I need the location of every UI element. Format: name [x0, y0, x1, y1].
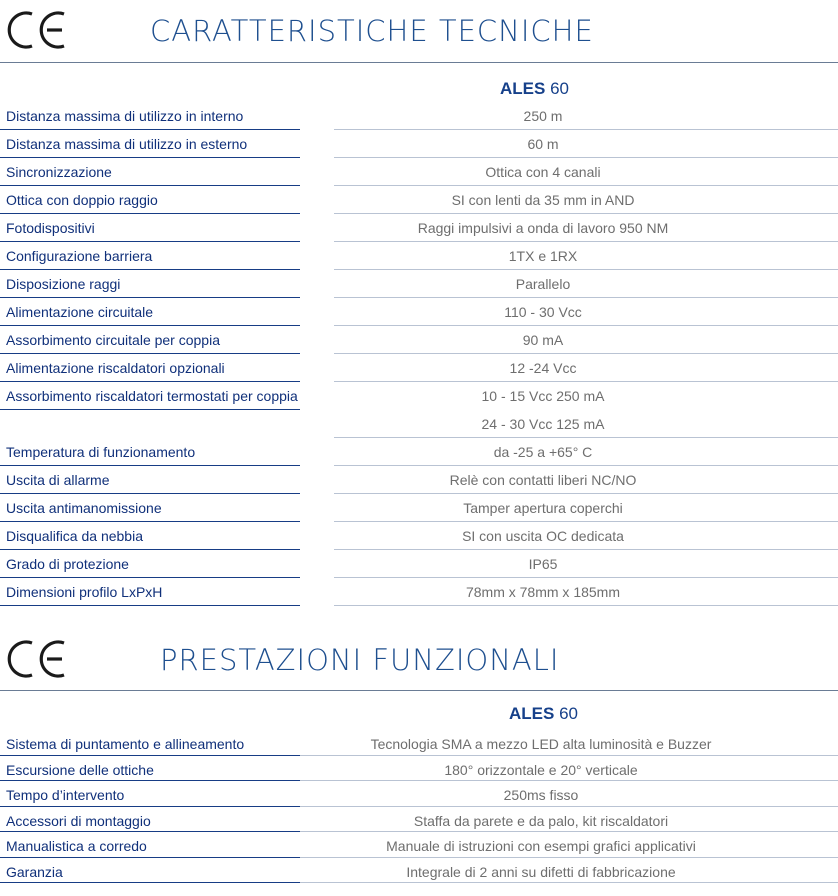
row-value: IP65 — [528, 556, 558, 572]
value-rule — [334, 241, 838, 242]
product-model: 60 — [559, 704, 578, 723]
label-rule — [0, 831, 300, 832]
row-value: 60 m — [527, 136, 559, 152]
label-rule — [0, 605, 300, 606]
value-rule — [300, 857, 838, 858]
row-label: Garanzia — [6, 863, 63, 880]
row-label: Disposizione raggi — [6, 276, 121, 292]
label-rule — [0, 241, 300, 242]
table-row — [0, 862, 838, 888]
row-value: Raggi impulsivi a onda di lavoro 950 NM — [417, 220, 669, 236]
label-rule — [0, 297, 300, 298]
row-label: Escursione delle ottiche — [6, 761, 154, 778]
value-rule — [300, 882, 838, 883]
label-rule — [0, 549, 300, 550]
label-rule — [0, 185, 300, 186]
table-row — [0, 162, 838, 190]
label-rule — [0, 521, 300, 522]
table-row — [0, 526, 838, 554]
row-value: 250 m — [523, 108, 563, 124]
section-title: CARATTERISTICHE TECNICHE — [150, 14, 594, 48]
row-value: Integrale di 2 anni su difetti di fabbricazione — [406, 863, 676, 880]
row-label: Uscita di allarme — [6, 472, 110, 488]
row-value: Tecnologia SMA a mezzo LED alta luminosità e Buzzer — [370, 736, 712, 752]
title-divider — [0, 690, 838, 691]
row-label: Assorbimento circuitale per coppia — [6, 332, 220, 348]
row-label: Temperatura di funzionamento — [6, 444, 196, 460]
value-rule — [334, 465, 838, 466]
row-label: Tempo d’intervento — [6, 787, 125, 803]
table-row — [0, 734, 838, 760]
value-rule — [334, 353, 838, 354]
table-row — [0, 190, 838, 218]
label-rule — [0, 409, 300, 410]
table-row — [0, 498, 838, 526]
product-header — [500, 79, 569, 99]
label-rule — [0, 755, 300, 756]
value-rule — [300, 755, 838, 756]
product-header — [509, 704, 578, 724]
table-row — [0, 134, 838, 162]
label-rule — [0, 857, 300, 858]
value-rule — [334, 213, 838, 214]
row-label: Accessori di montaggio — [6, 812, 151, 829]
label-rule — [0, 157, 300, 158]
value-rule — [334, 437, 838, 438]
row-value: 110 - 30 Vcc — [504, 304, 582, 320]
ce-mark-icon — [4, 8, 70, 52]
table-row — [0, 582, 838, 610]
table-row — [0, 330, 838, 358]
row-label: Fotodispositivi — [6, 220, 95, 236]
table-row — [0, 274, 838, 302]
row-label: Alimentazione circuitale — [6, 304, 154, 320]
value-rule — [334, 493, 838, 494]
row-label: Distanza massima di utilizzo in interno — [6, 108, 244, 124]
table-row — [0, 218, 838, 246]
row-value: 10 - 15 Vcc 250 mA — [481, 388, 605, 404]
value-rule — [334, 577, 838, 578]
row-value: 1TX e 1RX — [508, 248, 578, 264]
product-name: ALES — [509, 704, 555, 723]
row-label: Assorbimento riscaldatori termostati per coppia — [6, 388, 298, 404]
label-rule — [0, 493, 300, 494]
value-rule — [300, 831, 838, 832]
row-label: Grado di protezione — [6, 556, 129, 572]
row-value: Tamper apertura coperchi — [463, 500, 623, 516]
value-rule — [334, 605, 838, 606]
table-row — [0, 442, 838, 470]
ce-mark-icon — [4, 637, 70, 681]
label-rule — [0, 577, 300, 578]
value-rule — [334, 269, 838, 270]
functional-performance-section — [0, 610, 838, 896]
label-rule — [0, 269, 300, 270]
value-rule — [334, 549, 838, 550]
label-rule — [0, 353, 300, 354]
table-row — [0, 785, 838, 811]
row-value: Staffa da parete e da palo, kit riscaldatori — [413, 812, 669, 829]
row-value: Relè con contatti liberi NC/NO — [449, 472, 637, 488]
row-value: Manuale di istruzioni con esempi grafici applicativi — [386, 838, 696, 854]
product-model: 60 — [550, 79, 569, 98]
value-rule — [300, 780, 838, 781]
row-value: 180° orizzontale e 20° verticale — [444, 761, 638, 778]
row-value: 12 -24 Vcc — [509, 360, 577, 376]
row-value: Parallelo — [515, 276, 571, 292]
value-rule — [334, 129, 838, 130]
row-label: Dimensioni profilo LxPxH — [6, 584, 163, 600]
row-label: Uscita antimanomissione — [6, 500, 162, 516]
label-rule — [0, 381, 300, 382]
row-value: SI con lenti da 35 mm in AND — [451, 192, 635, 208]
table-row — [0, 836, 838, 862]
label-rule — [0, 780, 300, 781]
label-rule — [0, 465, 300, 466]
row-label: Manualistica a corredo — [6, 838, 147, 854]
value-rule — [300, 806, 838, 807]
label-rule — [0, 882, 300, 883]
section-title: PRESTAZIONI FUNZIONALI — [160, 643, 560, 677]
label-rule — [0, 325, 300, 326]
row-label: Distanza massima di utilizzo in esterno — [6, 136, 248, 152]
row-value: Ottica con 4 canali — [485, 164, 601, 180]
row-label: Configurazione barriera — [6, 248, 153, 264]
table-row — [0, 470, 838, 498]
label-rule — [0, 213, 300, 214]
value-rule — [334, 157, 838, 158]
value-rule — [334, 297, 838, 298]
row-value: 78mm x 78mm x 185mm — [465, 584, 621, 600]
table-row — [0, 358, 838, 386]
table-row — [0, 760, 838, 786]
label-rule — [0, 129, 300, 130]
row-value: SI con uscita OC dedicata — [462, 528, 624, 544]
label-rule — [0, 806, 300, 807]
table-row — [0, 386, 838, 414]
row-value: 24 - 30 Vcc 125 mA — [481, 416, 605, 432]
row-value: da -25 a +65° C — [493, 444, 593, 460]
row-label: Disqualifica da nebbia — [6, 528, 143, 544]
table-row — [0, 246, 838, 274]
value-rule — [334, 381, 838, 382]
row-value: 90 mA — [522, 332, 564, 348]
product-name: ALES — [500, 79, 546, 98]
value-rule — [334, 325, 838, 326]
table-row — [0, 811, 838, 837]
row-label: Alimentazione riscaldatori opzionali — [6, 360, 225, 376]
table-row — [0, 414, 838, 442]
table-row — [0, 554, 838, 582]
table-row — [0, 106, 838, 134]
value-rule — [334, 185, 838, 186]
row-value: 250ms fisso — [503, 787, 579, 803]
title-divider — [0, 62, 838, 63]
row-label: Sincronizzazione — [6, 164, 112, 180]
row-label: Ottica con doppio raggio — [6, 192, 158, 208]
value-rule — [334, 521, 838, 522]
row-label: Sistema di puntamento e allineamento — [6, 736, 245, 752]
table-row — [0, 302, 838, 330]
